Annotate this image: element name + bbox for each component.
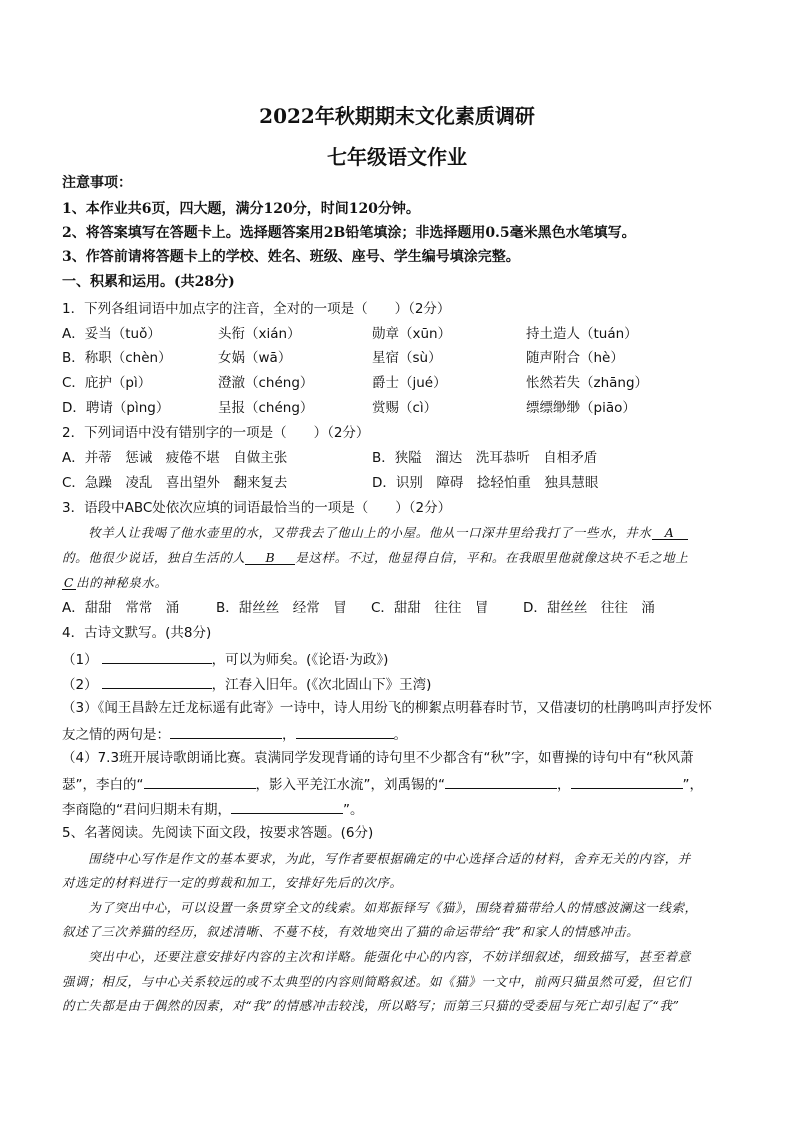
q3-passage-line-3 [62, 574, 168, 592]
q1-a-3: 勋章（xūn） [372, 326, 452, 342]
section-1-heading: 一、积累和运用。(共28分) [62, 274, 235, 290]
q4-4-text-1: 瑟”，李白的“ [62, 777, 144, 793]
q4-2-text: ，江春入旧年。(《次北固山下》王湾) [211, 677, 432, 693]
q1-c-4: 怅然若失（zhāng） [526, 375, 649, 391]
q5-passage-line-3: 为了突出中心，可以设置一条贯穿全文的线索。如郑振铎写《猫》，围绕着猫带给人的情感波澜这一线索， [62, 900, 698, 915]
q1-c-1: C．庇护（pì） [62, 375, 152, 391]
q1-a-1: A．妥当（tuǒ） [62, 326, 161, 342]
exam-title: 2022年秋期期末文化素质调研 [259, 104, 535, 128]
q4-2-blank[interactable] [102, 674, 212, 689]
q5-passage-line-2: 对选定的材料进行一定的剪裁和加工，安排好先后的次序。 [62, 875, 403, 890]
q5-passage-line-7: 的亡失都是由于偶然的因素，对“我”的情感冲击较浅，所以略写；而第三只猫的受委屈与死亡却引起了“我” [62, 998, 680, 1013]
q3-option-c: C．甜甜 往往 冒 [371, 600, 489, 616]
q3-option-a: A．甜甜 常常 涌 [62, 600, 180, 616]
q3-option-b: B．甜丝丝 经常 冒 [216, 600, 347, 616]
q4-3-blank-1[interactable] [170, 724, 282, 739]
q4-line-4b: 瑟”，李白的“ ，影入平羌江水流”，刘禹锡的“ ， ”， [62, 774, 703, 794]
q3-passage-text-1: 牧羊人让我喝了他水壶里的水，又带我去了他山上的小屋。他从一口深井里给我打了一些水，井水 [62, 525, 652, 540]
q4-line-2 [62, 674, 431, 694]
q5-passage-line-4: 叙述了三次养猫的经历，叙述清晰、不蔓不枝，有效地突出了猫的命运带给“我”和家人的情感冲击。 [62, 924, 640, 939]
q4-3-end: 。 [393, 727, 407, 743]
q4-line-4c [62, 799, 364, 819]
q5-stem: 5、名著阅读。先阅读下面文段，按要求答题。(6分) [62, 825, 374, 841]
q3-passage-text-3: 是这样。不过，他显得自信，平和。在我眼里他就像这块不毛之地上 [295, 550, 689, 565]
q4-4-blank-4[interactable] [231, 799, 343, 814]
q1-d-1: D．聘请（pìng） [62, 400, 170, 416]
q1-d-4: 缥缥缈缈（piāo） [526, 400, 636, 416]
q3-passage-text-2: 的。他很少说话，独自生活的人 [62, 550, 246, 565]
q4-line-4a: （4）7.3班开展诗歌朗诵比赛。袁满同学发现背诵的诗句里不少都含有“秋”字，如曹操的诗句中有“秋风萧 [62, 750, 694, 766]
q1-c-3: 爵士（jué） [372, 375, 447, 391]
q1-d-2: 呈报（chéng） [218, 400, 314, 416]
q2-option-c: C．急躁 凌乱 喜出望外 翻来复去 [62, 475, 288, 491]
q1-stem: 1．下列各组词语中加点字的注音，全对的一项是（ ）（2分） [62, 301, 451, 317]
q1-b-3: 星宿（sù） [372, 350, 442, 366]
q4-line-3b: 友之情的两句是： ， 。 [62, 724, 407, 744]
q4-line-3a: （3）《闻王昌龄左迁龙标遥有此寄》一诗中，诗人用纷飞的柳絮点明暮春时节，又借凄切的杜鹃鸣叫声抒发怀 [62, 700, 712, 716]
exam-subtitle: 七年级语文作业 [327, 145, 467, 169]
q2-option-b: B．狭隘 溜达 洗耳恭听 自相矛盾 [372, 450, 598, 466]
blank-c-label: C [63, 575, 75, 590]
q3-passage-line-1 [62, 524, 688, 542]
blank-a-label: A [652, 524, 688, 540]
q4-4-text-5: ”。 [343, 802, 364, 818]
notice-item-2: 2、将答案填写在答题卡上。选择题答案用2B铅笔填涂；非选择题用0.5毫米黑色水笔填写。 [62, 225, 636, 241]
q4-2-number: （2） [62, 677, 98, 693]
q4-1-blank[interactable] [102, 649, 212, 664]
q1-a-4: 持土造人（tuán） [526, 326, 638, 342]
q1-b-4: 随声附合（hè） [526, 350, 624, 366]
q4-4-text-3: ”， [682, 777, 703, 793]
q4-4-text-4: 李商隐的“君问归期未有期， [62, 802, 231, 818]
q3-passage-line-2 [62, 549, 688, 567]
q4-line-1 [62, 649, 388, 669]
blank-b-label: B [245, 549, 295, 565]
q5-passage-line-6: 强调；相反，与中心关系较远的或不太典型的内容则简略叙述。如《猫》一文中，前两只猫虽然可爱，但它们 [62, 974, 691, 989]
q3-passage-text-4: 出的神秘泉水。 [76, 575, 168, 590]
q4-4-blank-3[interactable] [571, 774, 683, 789]
q1-a-2: 头衔（xián） [218, 326, 301, 342]
q1-c-2: 澄澈（chéng） [218, 375, 314, 391]
q4-1-text: ，可以为师矣。(《论语·为政》) [211, 652, 389, 668]
q3-option-d: D．甜丝丝 往往 涌 [523, 600, 655, 616]
q4-1-number: （1） [62, 652, 98, 668]
notice-item-3: 3、作答前请将答题卡上的学校、姓名、班级、座号、学生编号填涂完整。 [62, 249, 520, 265]
q2-option-a: A．并蒂 惩诫 疲倦不堪 自做主张 [62, 450, 288, 466]
q3-stem: 3．语段中ABC处依次应填的词语最恰当的一项是（ ）（2分） [62, 500, 452, 516]
q4-3-blank-2[interactable] [296, 724, 394, 739]
q2-option-d: D．识别 障碍 捻轻怕重 独具慧眼 [372, 475, 599, 491]
q4-3-text: 友之情的两句是： [62, 727, 170, 743]
q1-d-3: 赏赐（cì） [372, 400, 438, 416]
notice-item-1: 1、本作业共6页，四大题，满分120分，时间120分钟。 [62, 201, 420, 217]
q1-b-1: B．称职（chèn） [62, 350, 172, 366]
q5-passage-line-1: 围绕中心写作是作文的基本要求，为此，写作者要根据确定的中心选择合适的材料，舍弃无关的内容，并 [62, 851, 691, 866]
q4-4-blank-2[interactable] [445, 774, 557, 789]
notice-heading: 注意事项： [62, 175, 132, 191]
q4-4-text-2: ，影入平羌江水流”，刘禹锡的“ [255, 777, 445, 793]
q4-4-blank-1[interactable] [144, 774, 256, 789]
q1-b-2: 女娲（wā） [218, 350, 292, 366]
q2-stem: 2．下列词语中没有错别字的一项是（ ）（2分） [62, 425, 370, 441]
q4-stem: 4．古诗文默写。(共8分) [62, 625, 212, 641]
q5-passage-line-5: 突出中心，还要注意安排好内容的主次和详略。能强化中心的内容，不妨详细叙述，细致描写，甚至着意 [62, 949, 691, 964]
